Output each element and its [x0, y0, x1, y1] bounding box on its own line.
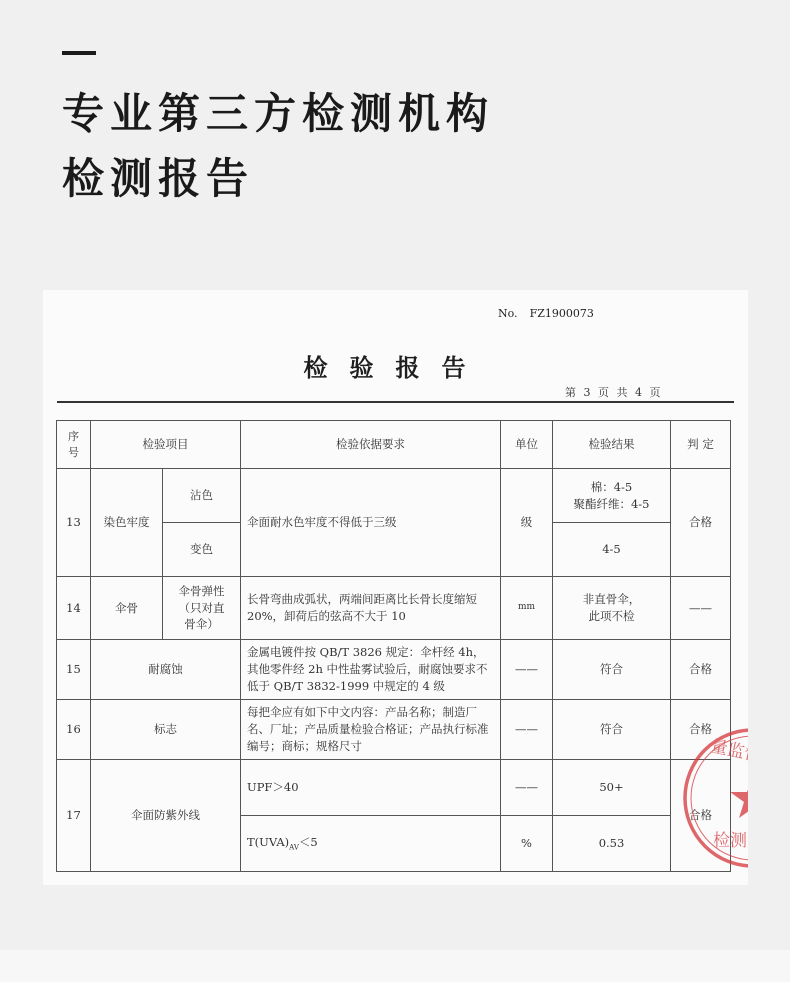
row17-result1: 50+	[553, 760, 671, 816]
row16-seq: 16	[57, 700, 91, 760]
row13-result1-text: 棉：4-5 聚酯纤维：4-5	[573, 479, 650, 511]
row13-verdict: 合格	[671, 469, 731, 577]
row14-sub	[163, 577, 241, 640]
header-seq-text: 序 号	[68, 429, 79, 459]
row16-result: 符合	[553, 700, 671, 760]
seal-bottom-text: 检测专用	[713, 831, 781, 851]
header-verdict: 判 定	[671, 421, 731, 469]
row16-unit: ——	[501, 700, 553, 760]
table-row	[57, 577, 731, 640]
row17-basis2	[241, 816, 501, 872]
headline-line2: 检测报告	[62, 154, 255, 203]
row13-item: 染色牢度	[91, 469, 163, 577]
row14-result-text: 非直骨伞， 此项不检	[582, 592, 641, 623]
table-header-row	[57, 421, 731, 469]
report-number	[498, 307, 594, 320]
row16-verdict: 合格	[671, 700, 731, 760]
report-document	[43, 290, 781, 885]
row17-basis1: UPF＞40	[241, 760, 501, 816]
table-row	[57, 640, 731, 700]
row14-result	[553, 577, 671, 640]
row17-unit2: %	[501, 816, 553, 872]
row16-item: 标志	[91, 700, 241, 760]
row14-item: 伞骨	[91, 577, 163, 640]
row17-seq: 17	[57, 760, 91, 872]
header-basis: 检验依据要求	[241, 421, 501, 469]
row15-item: 耐腐蚀	[91, 640, 241, 700]
report-number-value: FZ1900073	[529, 307, 594, 320]
row15-verdict: 合格	[671, 640, 731, 700]
row17-unit1: ——	[501, 760, 553, 816]
row17-item: 伞面防紫外线	[91, 760, 241, 872]
headline-line1: 专业第三方检测机构	[62, 89, 495, 138]
report-title: 检验报告	[303, 353, 488, 382]
row14-sub-text: 伞骨弹性 （只对直 骨伞）	[178, 583, 225, 632]
header-unit: 单位	[501, 421, 553, 469]
bottom-band	[0, 950, 790, 982]
row13-unit: 级	[501, 469, 553, 577]
header-result: 检验结果	[553, 421, 671, 469]
accent-dash	[62, 51, 96, 55]
table-row	[57, 700, 731, 760]
row15-seq: 15	[57, 640, 91, 700]
table-row	[57, 469, 731, 523]
row13-result2: 4-5	[553, 523, 671, 577]
table-row	[57, 760, 731, 816]
row13-sub2: 变色	[163, 523, 241, 577]
page-info: 第 3 页 共 4 页	[565, 386, 663, 399]
report-number-label: No.	[498, 307, 518, 320]
header-item: 检验项目	[91, 421, 241, 469]
row13-result1	[553, 469, 671, 523]
row17-verdict: 合格	[671, 760, 731, 872]
row13-basis: 伞面耐水色牢度不得低于三级	[241, 469, 501, 577]
inspection-table	[56, 420, 731, 872]
seal-top-text: 量监督检	[708, 736, 780, 770]
row14-unit: mm	[501, 577, 553, 640]
row17-basis2-sub: AV	[289, 843, 299, 852]
header-rule	[57, 401, 734, 403]
row17-basis2-main: T(UVA)	[247, 835, 290, 850]
row16-basis: 每把伞应有如下中文内容：产品名称；制造厂名、厂址；产品质量检验合格证；产品执行标准编号；商标；规格尺寸	[241, 700, 501, 760]
row15-unit: ——	[501, 640, 553, 700]
row15-result: 符合	[553, 640, 671, 700]
row17-basis2-tail: ＜5	[298, 835, 318, 850]
row14-basis: 长骨弯曲成弧状，两端间距离比长骨长度缩短 20%，卸荷后的弦高不大于 10	[241, 577, 501, 640]
header-seq	[57, 421, 91, 469]
row13-seq: 13	[57, 469, 91, 577]
row14-seq: 14	[57, 577, 91, 640]
row14-verdict: ——	[671, 577, 731, 640]
row17-result2: 0.53	[553, 816, 671, 872]
row13-sub1: 沾色	[163, 469, 241, 523]
row15-basis: 金属电镀件按 QB/T 3826 规定：伞杆经 4h，其他零件经 2h 中性盐雾试验后，耐腐蚀要求不低于 QB/T 3832-1999 中规定的 4 级	[241, 640, 501, 700]
